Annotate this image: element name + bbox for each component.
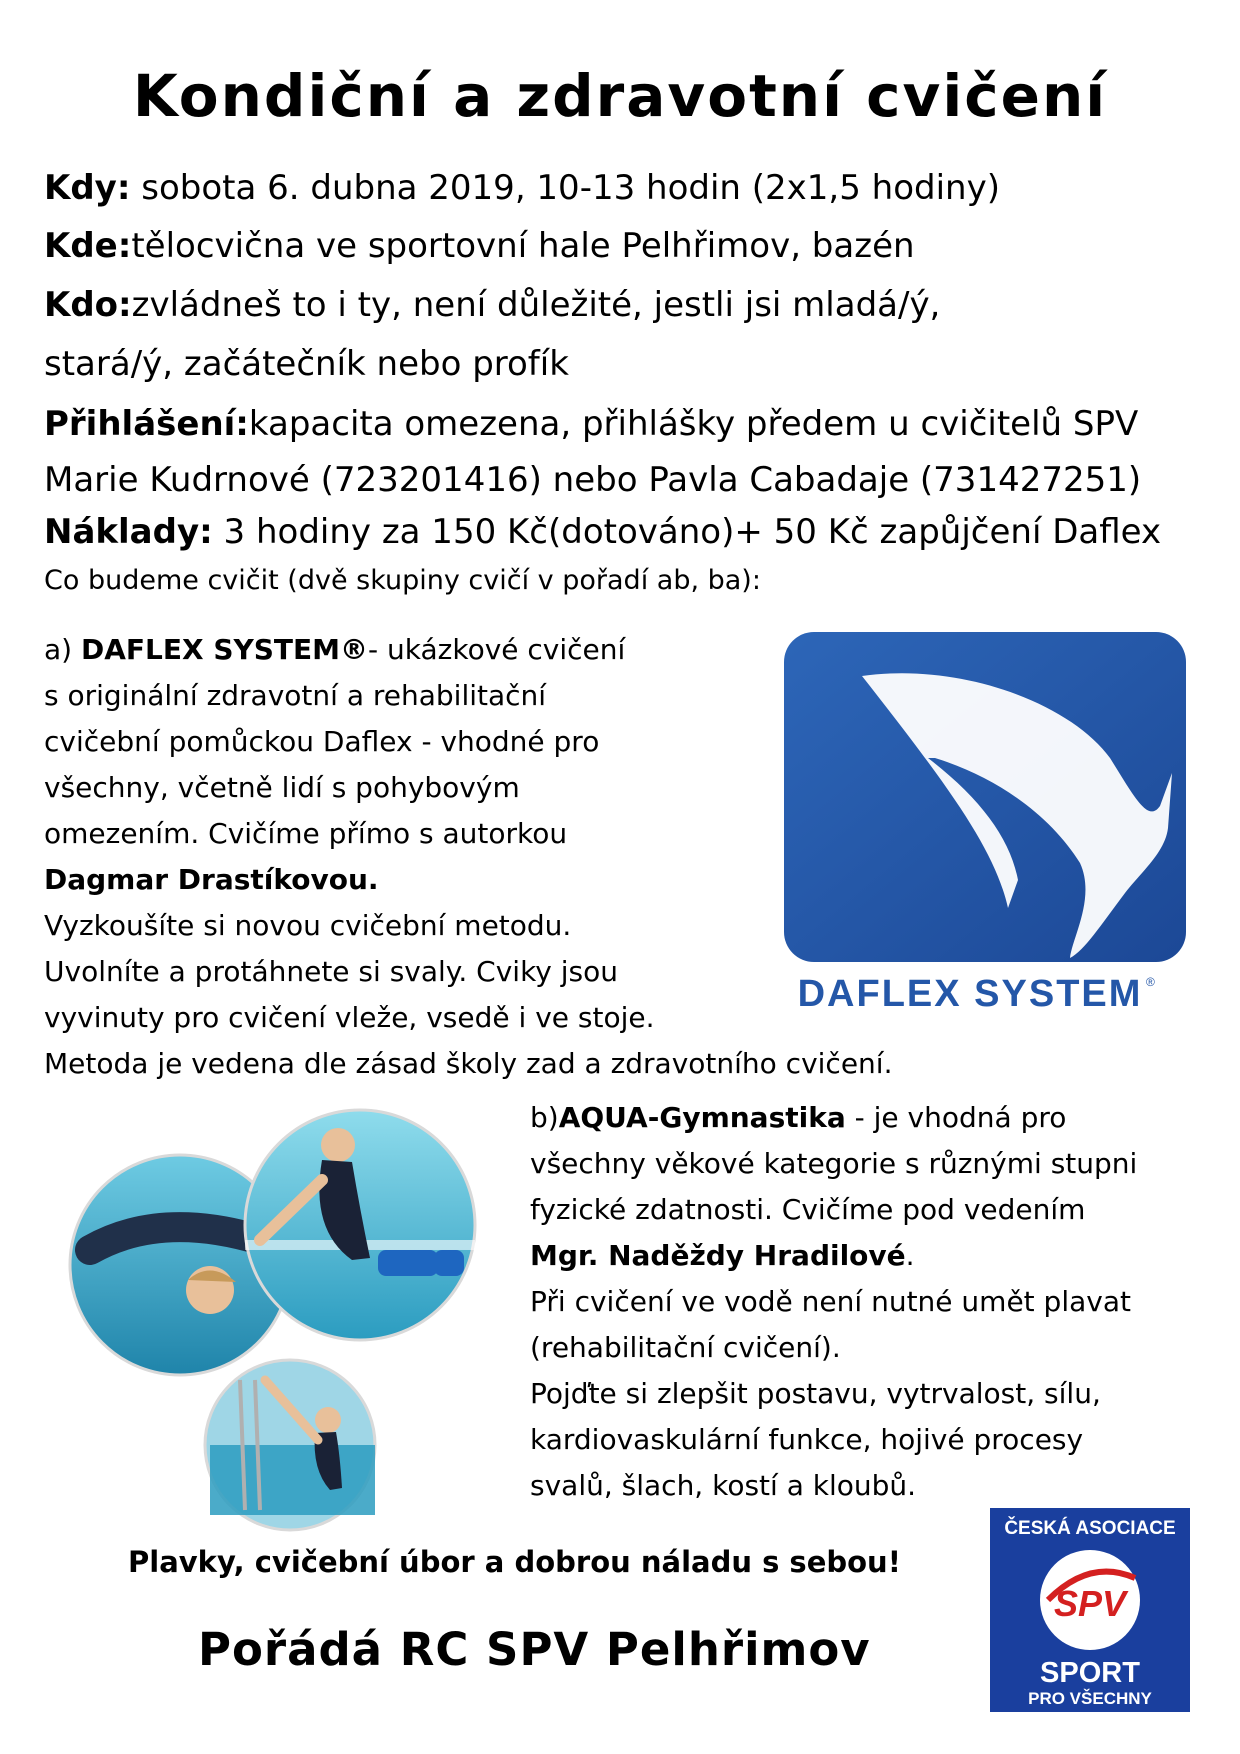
section-daflex-text: - ukázkové cvičení — [368, 633, 626, 666]
section-daflex-line — [44, 857, 744, 903]
section-aqua-name: AQUA-Gymnastika — [558, 1101, 846, 1134]
section-daflex-name: DAFLEX SYSTEM® — [80, 633, 369, 666]
section-aqua-line — [530, 1095, 1210, 1141]
info-registration — [44, 404, 1138, 444]
info-who — [44, 285, 940, 325]
daflex-logo-reg: ® — [1146, 975, 1155, 989]
section-aqua-line: (rehabilitační cvičení). — [530, 1331, 841, 1364]
section-aqua-instructor: Mgr. Naděždy Hradilové — [530, 1239, 906, 1272]
page-title: Kondiční a zdravotní cvičení — [132, 62, 1108, 130]
info-who-value-2: stará/ý, začátečník nebo profík — [44, 344, 569, 384]
info-when-value: sobota 6. dubna 2019, 10-13 hodin (2x1,5 hodiny) — [130, 168, 1000, 208]
section-aqua-line: Pojďte si zlepšit postavu, vytrvalost, sílu, — [530, 1377, 1101, 1410]
section-daflex-line — [44, 627, 744, 673]
section-aqua-line: svalů, šlach, kostí a kloubů. — [530, 1469, 917, 1502]
bring-note: Plavky, cvičební úbor a dobrou náladu s sebou! — [128, 1545, 901, 1579]
info-costs-value: 3 hodiny za 150 Kč(dotováno)+ 50 Kč zapůjčení Daflex — [212, 512, 1162, 552]
info-costs — [44, 512, 1161, 552]
section-aqua-line: kardiovaskulární funkce, hojivé procesy — [530, 1423, 1084, 1456]
info-who-cont — [44, 344, 569, 384]
section-daflex-prefix: a) — [44, 633, 81, 666]
spv-logo-bottom-text: PRO VŠECHNY — [1028, 1689, 1152, 1708]
section-aqua — [530, 1095, 1210, 1509]
info-where-label: Kde: — [44, 226, 132, 266]
section-aqua-text: - je vhodná pro — [845, 1101, 1067, 1134]
section-daflex — [44, 627, 893, 1087]
info-who-label: Kdo: — [44, 285, 132, 325]
photo-circle-bottom — [205, 1360, 375, 1530]
aqua-gymnastics-photos — [60, 1090, 500, 1540]
info-where — [44, 226, 915, 266]
section-aqua-line: fyzické zdatnosti. Cvičíme pod vedením — [530, 1193, 1086, 1226]
info-costs-label: Náklady: — [44, 512, 213, 552]
daflex-logo-text: DAFLEX SYSTEM — [797, 973, 1143, 1015]
section-daflex-line: s originální zdravotní a rehabilitační — [44, 679, 547, 712]
spv-logo-sport: SPORT — [1040, 1657, 1140, 1689]
spv-logo — [990, 1508, 1190, 1712]
spv-logo-top-text: ČESKÁ ASOCIACE — [1004, 1518, 1176, 1539]
section-daflex-line: omezením. Cvičíme přímo s autorkou — [44, 817, 568, 850]
daflex-logo — [770, 608, 1238, 1022]
section-daflex-author: Dagmar Drastíkovou. — [44, 863, 379, 896]
section-daflex-line: cvičební pomůckou Daflex - vhodné pro — [44, 725, 600, 758]
exercise-intro: Co budeme cvičit (dvě skupiny cvičí v pořadí ab, ba): — [44, 565, 761, 596]
organizer: Pořádá RC SPV Pelhřimov — [198, 1623, 871, 1676]
section-daflex-line: všechny, včetně lidí s pohybovým — [44, 771, 520, 804]
section-daflex-line: Uvolníte a protáhnete si svaly. Cviky jsou — [44, 955, 618, 988]
section-aqua-line: všechny věkové kategorie s různými stupni — [530, 1147, 1138, 1180]
section-aqua-instructor-end: . — [905, 1239, 915, 1272]
info-registration-cont — [44, 460, 1141, 500]
info-when — [44, 168, 1000, 208]
spv-logo-mark: SPV — [1053, 1583, 1127, 1624]
photo-circle-top — [245, 1110, 475, 1340]
section-daflex-line: Metoda je vedena dle zásad školy zad a zdravotního cvičení. — [44, 1047, 893, 1080]
info-when-label: Kdy: — [44, 168, 131, 208]
info-registration-value-1: kapacita omezena, přihlášky předem u cvičitelů SPV — [248, 404, 1139, 444]
section-aqua-line — [530, 1233, 1210, 1279]
section-aqua-line: Při cvičení ve vodě není nutné umět plavat — [530, 1285, 1131, 1318]
info-who-value-1: zvládneš to i ty, není důležité, jestli jsi mladá/ý, — [131, 285, 941, 325]
info-where-value: tělocvična ve sportovní hale Pelhřimov, bazén — [131, 226, 915, 266]
section-daflex-line: vyvinuty pro cvičení vleže, vsedě i ve stoje. — [44, 1001, 655, 1034]
info-registration-label: Přihlášení: — [44, 404, 249, 444]
section-aqua-prefix: b) — [530, 1101, 559, 1134]
info-registration-value-2: Marie Kudrnové (723201416) nebo Pavla Cabadaje (731427251) — [44, 460, 1142, 500]
section-daflex-line: Vyzkoušíte si novou cvičební metodu. — [44, 909, 572, 942]
